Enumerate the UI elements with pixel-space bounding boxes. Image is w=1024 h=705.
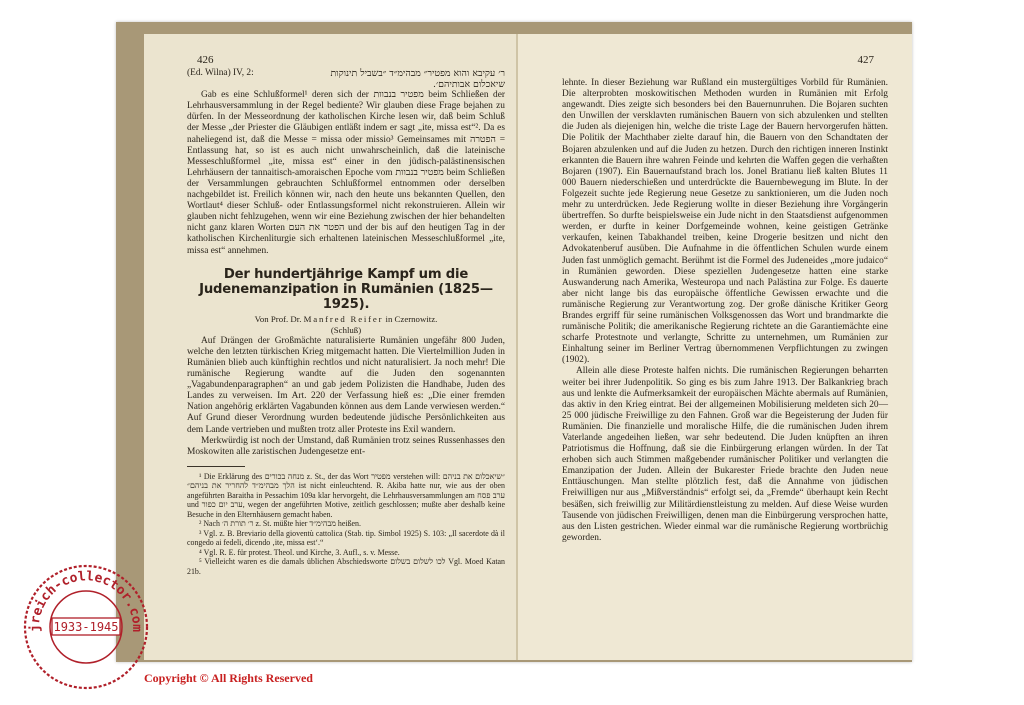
open-book — [116, 22, 912, 662]
article-paragraph: lehnte. In dieser Beziehung war Rußland ein mustergültiges Vorbild für Rumänien. Die alterprobten moskowitischen Methoden wurden in Rumänien mit Erfolg angewandt. Dies zeigte sich besonders bei den Bauernunruhen. Die Bojaren suchten den Unwillen der versklavten rumänischen Bauern von sich abzulenken und stellten die Juden als diejenigen hin, welche die triste Lage der Bauern hervorgerufen hätten. Die Politik der Machthaber zielte darauf hin, die Bauern von den Schandtaten der Bojaren abzulenken und auf die Juden zu hetzen. Durch den richtigen inneren Instinkt erkannten die Bauern ihre wahren Feinde und kehrten die Waffen gegen die verhaßten Bojaren (1907). Ein Bauernaufstand brach los. Jonel Bratianu ließ kalten Blutes 11 000 Bauern niederschießen und unterdrückte die Bauernbewegung im Blute. In der Folgezeit suchte jede Regierung neue Gesetze zu sanktionieren, um die Juden noch mehr zu unterdrücken. Jede Regierung wollte in dieser Beziehung ihre Vorgängerin übertreffen. So durfte beispielsweise ein Jude nicht in den Staatsdienst aufgenommen werden, er durfte in keiner Dorfgemeinde wohnen, keine geistigen Getränke verkaufen, keinen Tabakhandel treiben, keine Drogerie besitzen und nicht den Advokatenberuf ausüben. Die Aufnahme in die öffentlichen Schulen wurde einem Juden fast unmöglich gemacht. Berühmt ist die Formel des Judeneides „more judaico“ in Rumänien geworden. Diese speziellen Judengesetze hatten eine starke Auswanderung nach Amerika, Westeuropa und nach Palästina zur Folge. Es dauerte aber nicht lange bis das europäische öffentliche Gewissen erwachte und die rumänische Regierung zur Verantwortung zog. Der große dänische Kritiker Georg Brandes ergriff für seine rumänischen Volksgenossen das Wort und brandmarkte die rumänische Politik; die amerikanische Regierung richtete an die Garantiemächte eine scharfe Protestnote und verlangte, Schritte zu unternehmen, um Rumänien zur Einhaltung seiner im Berliner Vertrag übernommenen Verpflichtungen zu zwingen (1902). — [562, 78, 888, 366]
byline-prefix: Von Prof. Dr. — [254, 313, 302, 324]
footnote: ³ Vgl. z. B. Breviario della gioventù cattolica (Stab. tip. Simbol 1925) S. 103: „Il sacerdote dà il congedo ai fedeli, dicendo ‚ite, missa est‘.“ — [187, 528, 505, 548]
collector-stamp — [22, 563, 150, 691]
hebrew-quote-line — [187, 68, 505, 79]
footnote-divider — [187, 466, 245, 467]
stamp-years: 1933-1945 — [53, 620, 119, 634]
article-paragraph: Auf Drängen der Großmächte naturalisierte Rumänien ungefähr 800 Juden, welche den letzten türkischen Krieg mitgemacht hatten. Die Viertelmillion Juden in Rumänien blieb auch künftighin rechtlos und nicht naturalisiert. Ja noch mehr! Die rumänische Regierung wandte auf die Juden den sogenannten „Vagabundenparagraphen“ an und gab jedem Polizisten die Handhabe, Juden des Landes zu verweisen. Im Art. 220 der Verfassung hieß es: „Die einer fremden Nation angehörig erklärten Vagabunden können aus dem Lande verwiesen werden.“ Auf Grund dieser Verordnung wurden bedeutende jüdische Persönlichkeiten aus dem Lande vertrieben und mußten trotz aller Proteste ins Exil wandern. — [187, 335, 505, 435]
right-page — [518, 34, 912, 660]
edition-reference: (Ed. Wilna) IV, 2: — [187, 68, 254, 78]
footnote: ¹ Die Erklärung des מנחה בכורים z. St., der das Wort מפטיר verstehen will: ״שיאכלום את בניהם הלך מבהימ״ד להחריר את בניהם״ ist nicht einleuchtend. R. Akiba hatte nur, wie aus der oben angeführten Baraitha in Pessachim 109a klar hervorgeht, die Lehrhausversammlungen am ערב פסח und ערב יום כפור, wegen der angeführten Motive, zeitlich geschlossen; mußte aber deshalb keine Besuche in den Elternhäusern gemacht haben. — [187, 471, 506, 519]
stamp-site-text: jreich-collector.com — [27, 569, 145, 633]
article-title: Der hundertjährige Kampf um die Judenemanzipation in Rumänien (1825—1925). — [199, 266, 493, 312]
right-text-column — [562, 78, 888, 544]
footnote: ⁵ Vielleicht waren es die damals üblichen Abschiedsworte לכו לשלום בשלום Vgl. Moed Katan 21b. — [187, 557, 505, 576]
hebrew-quote-continuation: שיאכלום אבותיהם׳. — [432, 79, 505, 91]
intro-paragraph: Gab es eine Schlußformel¹ deren sich der מפטיר בנבוות beim Schließen der Lehrhausversammlung in der Regel bediente? Wir glauben diese Frage bejahen zu dürfen. In der Messeordnung der katholischen Kirche lesen wir, daß beim Schluß der Messe „der Priester die Gläubigen entläßt indem er sagt „ite, missa est“². Da es naheliegend ist, daß die Messe = missa oder missio³ Gemeinsames mit הפטרה = Entlassung hat, so ist es auch nicht unwahrscheinlich, daß die lateinische Messeschlußformel „ite, missa est“ einer in den jüdisch-palästinensischen Lehrhäusern der tannaitisch-amoraischen Epoche vom מפטיר בנבוות beim Schließen der Versammlungen gebrauchten Schlußformel entnommen oder derselben nachgebildet ist. Freilich können wir, nach den heute uns bekannten Quellen, den Wortlaut⁴ dieser Schluß- oder Entlassungsformel nicht rekonstruieren. Allein wir glauben nicht fehlzugehen, wenn wir eine Beziehung zwischen der hier behandelten nicht ganz klaren Worten הפטר את העם und der bis auf den heutigen Tag in der katholischen Kirchenliturgie sich erhaltenen lateinischen Messeschlußformel „ite, missa est“ annehmen. — [187, 90, 506, 256]
byline — [187, 314, 505, 325]
copyright-notice: Copyright © All Rights Reserved — [144, 671, 313, 685]
left-text-column — [187, 68, 505, 576]
page-number: 427 — [857, 54, 874, 66]
footnotes — [187, 472, 505, 577]
left-page — [144, 34, 518, 660]
byline-location: in Czernowitz. — [385, 313, 438, 324]
article-paragraph: Merkwürdig ist noch der Umstand, daß Rumänien trotz seines Russenhasses den Moskowiten alle zaristischen Judengesetze ent- — [187, 435, 505, 457]
continuation-label: (Schluß) — [330, 324, 362, 335]
hebrew-quote: ר׳ עקיבא והוא מפטיר״ מבהימ״ד ״בשביל תינוקות — [330, 68, 505, 79]
footnote: ⁴ Vgl. R. E. für protest. Theol. und Kirche, 3. Aufl., s. v. Messe. — [199, 547, 400, 557]
footnote: ² Nach ר׳ תורת ה׳ z. St. müßte hier מבהימ״ד heißen. — [199, 519, 361, 529]
page-number: 426 — [197, 54, 214, 66]
author-name: Manfred Reifer — [303, 313, 384, 324]
article-paragraph: Allein alle diese Proteste halfen nichts. Die rumänischen Regierungen beharrten weiter bei ihrer Judenpolitik. So ging es bis zum Jahre 1913. Der Balkankrieg brach aus und lenkte die Aufmerksamkeit der europäischen Mächte abermals auf Rumänien, das aktiv in den Krieg eintrat. Bei der allgemeinen Mobilisierung meldeten sich 20—25 000 jüdische Freiwillige zu den Fahnen. Groß war die Begeisterung der Juden für Rumänien. Die finanzielle und moralische Hilfe, die die rumänischen Juden ihrem Vaterlande angedeihen ließen, war sehr bedeutend. Die Juden knüpften an ihren Patriotismus die Hoffnung, daß sie die Einbürgerung erlangen würden. In der Tat erhoben sich auch Stimmen maßgebender rumänischer Politiker und verlangten die Emanzipation der Juden. Allein der Bukarester Friede brachte den Juden neue Enttäuschungen. Man stellte plötzlich fest, daß die Annahme von jüdischen Freiwilligen nur aus „Mißverständnis“ erfolgt sei, da „Fremde“ überhaupt kein Recht besäßen, sich freiwillig zur Militärdienstleistung zu melden. Auf diese Weise wurden Tausende von jüdischen Freiwilligen, denen man die Einbürgerung versprochen hatte, aus den Listen gestrichen. Wieder einmal war die rumänische Regierung wortbrüchig geworden. — [562, 366, 888, 543]
